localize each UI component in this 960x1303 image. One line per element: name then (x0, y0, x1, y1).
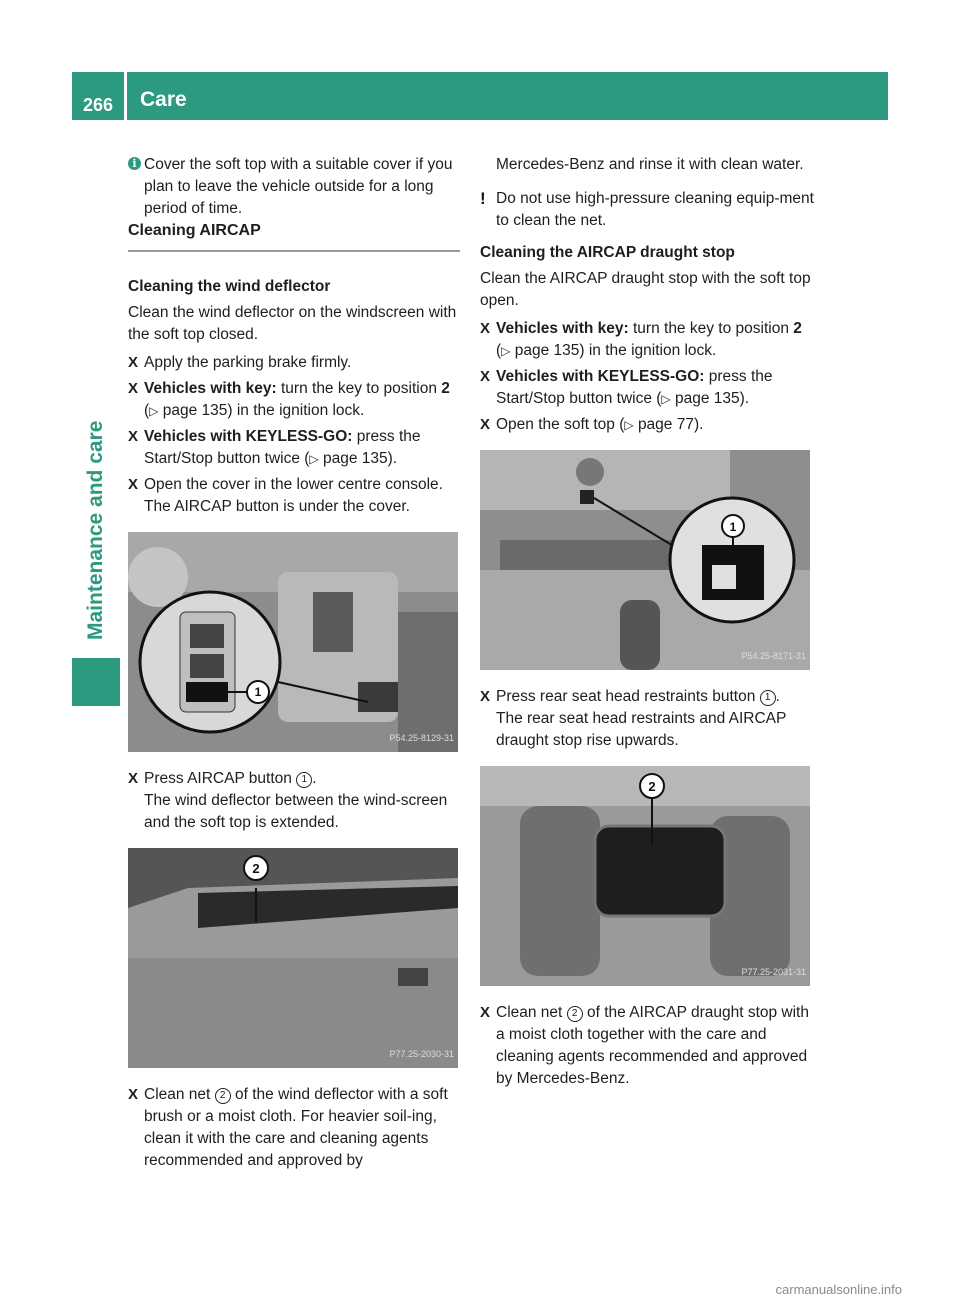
right-column (480, 154, 815, 1094)
side-tab-square (72, 658, 120, 706)
section-heading: Cleaning AIRCAP (128, 220, 460, 252)
warning-exclamation-icon: ! (480, 189, 486, 208)
figure-aircap-button (128, 532, 458, 752)
fig4-callout: 2 (648, 779, 656, 794)
draught-stop-illustration (480, 766, 810, 986)
step-press-aircap: X Press AIRCAP button 1 . The wind deflector between the wind-screen and the soft top is extended. (128, 770, 448, 831)
info-note: i Cover the soft top with a suitable cover if you plan to leave the vehicle outside for a long period of time. (128, 154, 460, 220)
left-column (128, 154, 460, 1176)
page-ref-link[interactable]: page 135 (322, 450, 388, 467)
step-arrow-icon: X (128, 1086, 139, 1103)
wind-deflector-illustration (128, 848, 458, 1068)
page-ref-link[interactable]: page 135 (674, 390, 740, 407)
intro-text: Clean the wind deflector on the windscreen with the soft top closed. (128, 304, 457, 343)
step-clean-net-draught-stop: X Clean net 2 of the AIRCAP draught stop with a moist cloth together with the care and cleaning agents recommended and approved by Mercedes-Benz. (480, 1004, 809, 1087)
figure-code: P54.25-8129-31 (389, 733, 454, 743)
page-ref-triangle-icon: ▷ (149, 404, 159, 418)
dashboard-illustration (480, 450, 810, 670)
page-ref-triangle-icon: ▷ (661, 392, 671, 406)
console-illustration (128, 532, 458, 752)
callout-marker: 2 (567, 1006, 583, 1022)
subheading-wind-deflector: Cleaning the wind deflector (128, 278, 331, 295)
figure-code: P77.25-2030-31 (389, 1049, 454, 1059)
warning-note: ! Do not use high-pressure cleaning equip-ment to clean the net. (480, 189, 814, 229)
step-arrow-icon: X (480, 368, 491, 385)
step-arrow-icon: X (128, 354, 139, 371)
page-ref-triangle-icon: ▷ (501, 344, 511, 358)
step-open-cover: X Open the cover in the lower centre console. The AIRCAP button is under the cover. (128, 476, 443, 515)
section-title: Care (140, 88, 187, 111)
page-number: 266 (82, 95, 114, 115)
continuation-text: Mercedes-Benz and rinse it with clean water. (496, 156, 804, 173)
step-vehicles-with-key: X Vehicles with key: turn the key to position 2 (▷ page 135) in the ignition lock. (480, 320, 802, 359)
header-bar (72, 72, 888, 120)
step-arrow-icon: X (480, 320, 491, 337)
page-ref-triangle-icon: ▷ (624, 418, 634, 432)
step-arrow-icon: X (128, 476, 139, 493)
step-press-head-restraints: X Press rear seat head restraints button 1 . The rear seat head restraints and AIRCAP draught stop rise upwards. (480, 688, 787, 749)
step-open-soft-top: X Open the soft top (▷ page 77). (480, 414, 815, 436)
fig2-callout: 2 (252, 861, 260, 876)
callout-marker: 2 (215, 1088, 231, 1104)
page-ref-link[interactable]: page 77 (637, 416, 694, 433)
page-ref-link[interactable]: page 135 (162, 402, 228, 419)
subheading-draught-stop: Cleaning the AIRCAP draught stop (480, 244, 735, 261)
step-arrow-icon: X (128, 770, 139, 787)
callout-marker: 1 (760, 690, 776, 706)
step-vehicles-with-key: X Vehicles with key: turn the key to position 2 (▷ page 135) in the ignition lock. (128, 380, 450, 419)
step-keyless-go: X Vehicles with KEYLESS-GO: press the Start/Stop button twice (▷ page 135). (128, 428, 421, 467)
step-arrow-icon: X (128, 380, 139, 397)
figure-draught-stop (480, 766, 810, 986)
fig1-callout: 1 (254, 685, 262, 699)
callout-marker: 1 (296, 772, 312, 788)
figure-wind-deflector (128, 848, 458, 1068)
watermark: carmanualsonline.info (775, 1282, 902, 1297)
page-ref-link[interactable]: page 135 (514, 342, 580, 359)
figure-code: P77.25-2031-31 (741, 967, 806, 977)
fig3-callout: 1 (729, 520, 737, 534)
step-arrow-icon: X (480, 688, 491, 705)
info-icon: i (128, 157, 141, 170)
figure-head-restraint-button (480, 450, 810, 670)
header-divider (124, 72, 127, 120)
step-keyless-go: X Vehicles with KEYLESS-GO: press the Start/Stop button twice (▷ page 135). (480, 368, 773, 407)
step-arrow-icon: X (480, 1004, 491, 1021)
page-ref-triangle-icon: ▷ (309, 452, 319, 466)
step-clean-net-deflector: X Clean net 2 of the wind deflector with a soft brush or a moist cloth. For heavier soil-ing, clean it with the care and cleaning agents recommended and approved by (128, 1086, 448, 1169)
intro-text: Clean the AIRCAP draught stop with the soft top open. (480, 270, 811, 309)
step-result: The wind deflector between the wind-screen and the soft top is extended. (144, 792, 448, 831)
figure-code: P54.25-8171-31 (741, 651, 806, 661)
step-parking-brake: X Apply the parking brake firmly. (128, 352, 460, 374)
step-arrow-icon: X (480, 416, 491, 433)
side-tab-label: Maintenance and care (84, 420, 107, 640)
step-result: The rear seat head restraints and AIRCAP draught stop rise upwards. (496, 710, 787, 749)
step-arrow-icon: X (128, 428, 139, 445)
